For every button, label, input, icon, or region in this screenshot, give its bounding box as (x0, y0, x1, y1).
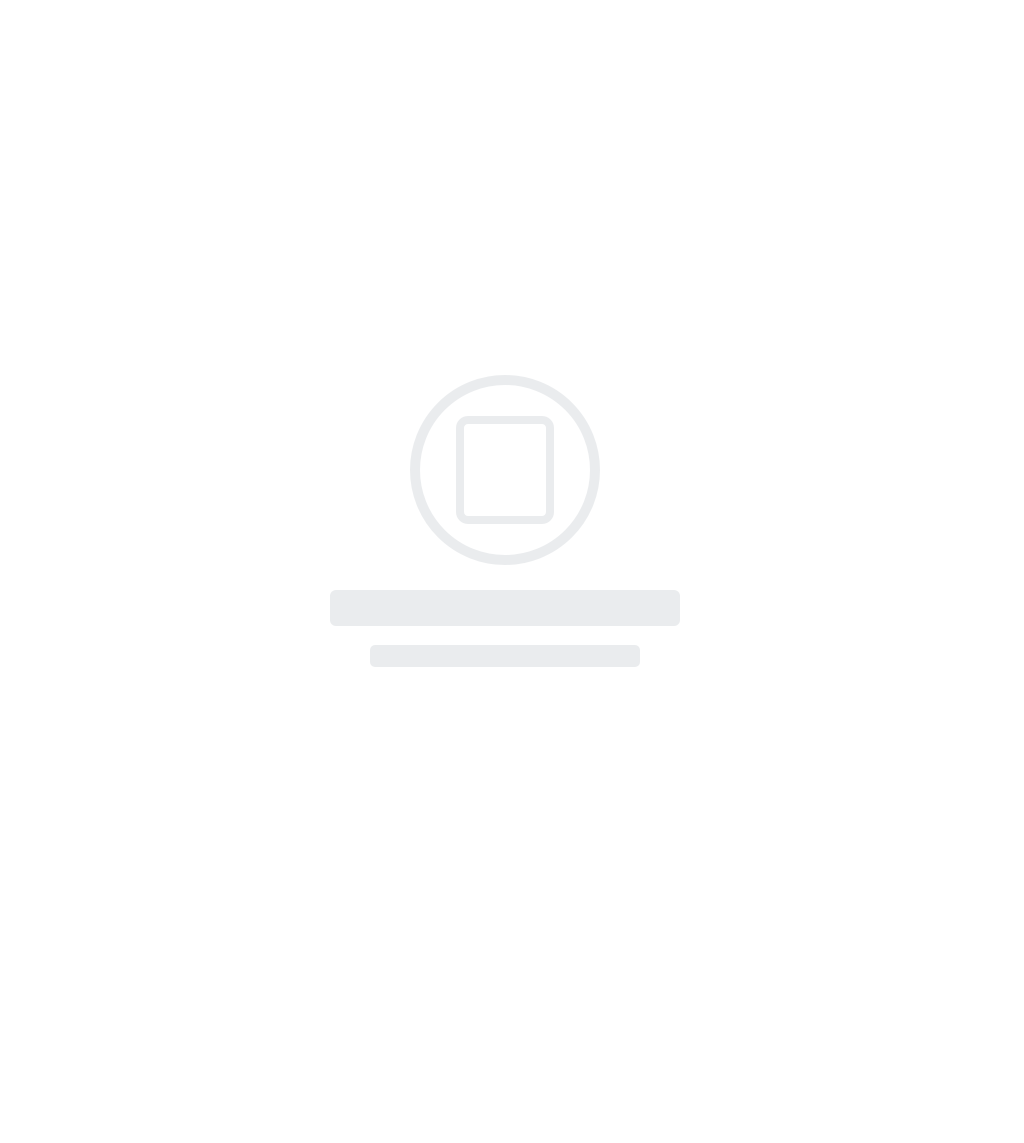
intro-paragraph (18, 76, 1008, 122)
parcel-paragraph-9 (18, 598, 1008, 644)
parcel-paragraph-7 (18, 482, 1008, 528)
parcels-list (18, 134, 1008, 702)
parcel-paragraph-1 (18, 134, 1008, 180)
parcel-paragraph-2 (18, 192, 1008, 238)
parcel-paragraph-6 (18, 424, 1008, 470)
parcel-paragraph-5 (18, 366, 1008, 412)
parcel-paragraph-3 (18, 250, 1008, 296)
notice-title (18, 8, 1008, 30)
parcel-paragraph-4 (18, 308, 1008, 354)
parcel-paragraph-8 (18, 540, 1008, 586)
closing-paragraph (18, 714, 1008, 760)
parcel-paragraph-10 (18, 656, 1008, 702)
